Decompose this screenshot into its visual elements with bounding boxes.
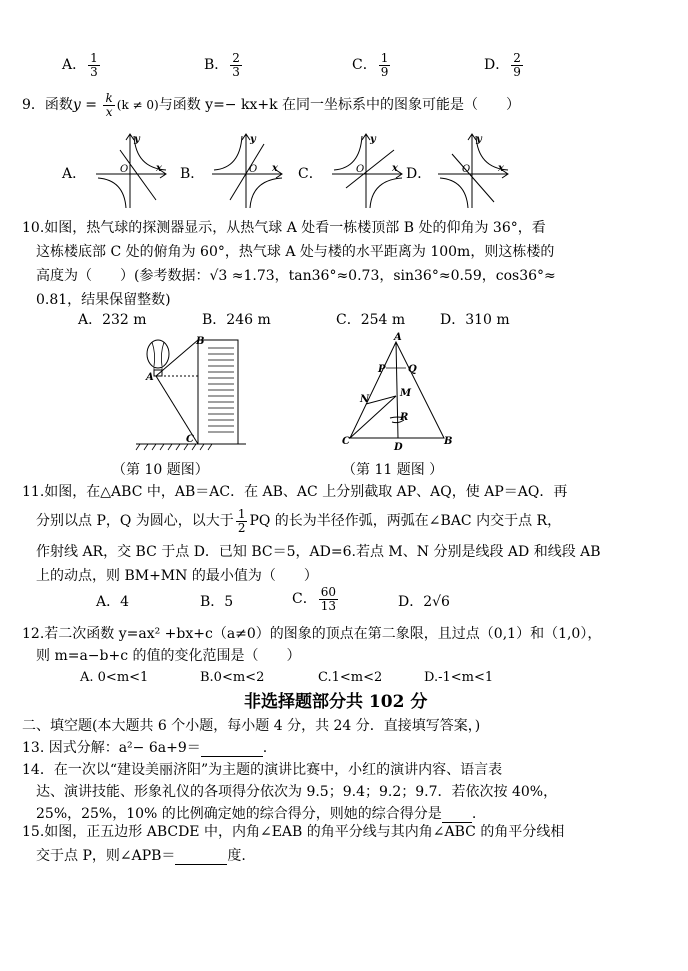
q11-line-2b: PQ 的长为半径作弧，两弧在∠BAC 内交于点 R， [249, 513, 562, 530]
q12-option-d: D.-1<m<1 [424, 670, 494, 685]
q8-option-b-fraction [230, 52, 242, 78]
q14-period: . [471, 806, 477, 822]
q11-line-2a: 分别以点 P，Q 为圆心，以大于 [36, 513, 234, 530]
q9-d-y: y [476, 134, 482, 145]
q8-option-d [484, 52, 525, 78]
q10-option-c: C．254 m [336, 312, 406, 328]
q10-option-b: B．246 m [202, 312, 271, 328]
q9-b-y: y [250, 134, 256, 145]
q9-func-eq: = [80, 97, 102, 114]
q9-c-o: O [356, 164, 365, 175]
q14-line-3 [36, 806, 476, 823]
q11-figure [338, 330, 456, 452]
q11-option-d-radical: √6 [432, 594, 450, 610]
q11-label-b: B [444, 436, 453, 447]
q8-option-c [352, 52, 392, 78]
q15-line-2 [36, 848, 246, 865]
q9-a-x: x [156, 163, 162, 174]
q11-option-c [292, 586, 340, 612]
q14-line-2: 达、演讲技能、形象礼仪的各项得分依次为 9.5；9.4；9.2；9.7．若依次按 40%， [36, 784, 558, 800]
q9-c-y: y [370, 134, 376, 145]
q11-label-r: R [400, 412, 409, 423]
q8-option-a [62, 52, 102, 78]
q13-text: 13. 因式分解：a²− 6a+9＝ [22, 740, 201, 756]
q8-option-a-label: A． [62, 57, 87, 74]
q8-c-den: 9 [380, 64, 389, 79]
q8-b-den: 3 [232, 64, 240, 79]
q8-a-num: 1 [90, 51, 98, 65]
q9-d-x: x [498, 163, 504, 174]
q15-line-1: 15.如图，正五边形 ABCDE 中，内角∠EAB 的角平分线与其内角∠ABC 的角平分线相 [22, 824, 565, 840]
q8-a-den: 3 [90, 64, 98, 79]
q9-b-x: x [272, 163, 278, 174]
q11-line-1: 11.如图，在△ABC 中，AB＝AC．在 AB、AC 上分别截取 AP、AQ，使 AP＝AQ．再 [22, 484, 568, 500]
q9-stem [22, 92, 520, 118]
q11-half-num: 1 [237, 507, 246, 521]
q10-line-3: 高度为（ ）(参考数据：√3 ≈1.73，tan36°≈0.73，sin36°≈0.59，cos36°≈ [36, 268, 556, 284]
q14-answer-blank[interactable] [442, 808, 472, 823]
q15-answer-blank[interactable] [175, 850, 227, 865]
q11-label-d: D [394, 442, 403, 453]
q10-fig-label-b: B [196, 336, 205, 347]
q11-line-3: 作射线 AR，交 BC 于点 D．已知 BC＝5，AD=6.若点 M、N 分别是线段 AD 和线段 AB [36, 544, 601, 560]
q9-suffix: 与函数 y=− kx+k 在同一坐标系中的图象可能是（ ） [158, 97, 521, 114]
q8-option-a-fraction [88, 52, 100, 78]
q8-option-c-fraction [379, 52, 391, 78]
q11-label-p: P [378, 364, 386, 375]
q9-func-cond: (k ≠ 0) [116, 98, 159, 113]
q9-a-y: y [134, 134, 140, 145]
q9-c-x: x [392, 163, 398, 174]
q12-option-a: A. 0<m<1 [80, 670, 149, 685]
q9-func-num: k [105, 91, 113, 105]
q9-graph-label-c: C． [298, 166, 323, 182]
q11-label-n: N [360, 394, 370, 405]
q8-option-b-label: B． [204, 57, 229, 74]
q9-graph-c [332, 130, 404, 210]
q11-option-c-fraction [319, 586, 338, 612]
section-title: 非选择题部分共 102 分 [244, 692, 428, 712]
q11-label-a: A [394, 332, 402, 343]
q9-graph-b [212, 130, 284, 210]
q11-line-2 [36, 508, 561, 534]
q15-line-2b: 度. [227, 848, 246, 864]
q15-line-2a: 交于点 P，则∠APB＝ [36, 848, 176, 864]
q14-line-1: 14．在一次以“建设美丽济阳”为主题的演讲比赛中，小红的演讲内容、语言表 [22, 762, 503, 778]
q9-d-o: O [462, 164, 471, 175]
q9-graph-label-b: B． [180, 166, 205, 182]
section-2-instructions: 二、填空题(本大题共 6 个小题，每小题 4 分，共 24 分．直接填写答案，) [22, 718, 481, 734]
q9-a-o: O [120, 164, 129, 175]
q11-option-c-label: C． [292, 591, 317, 608]
q10-caption: （第 10 题图） [112, 462, 209, 478]
q12-line-2: 则 m=a−b+c 的值的变化范围是（ ） [36, 648, 301, 664]
q11-label-c: C [342, 436, 350, 447]
q10-line-2: 这栋楼底部 C 处的俯角为 60°，热气球 A 处与楼的水平距离为 100m，则这栋楼的 [36, 244, 555, 260]
q8-option-c-label: C． [352, 57, 377, 74]
q11-label-m: M [400, 388, 412, 399]
q11-option-d-label: D．2 [398, 594, 433, 610]
q11-line-4: 上的动点，则 BM+MN 的最小值为（ ） [36, 568, 318, 584]
q11-option-b: B．5 [200, 594, 234, 610]
q8-d-num: 2 [513, 51, 521, 65]
q10-line-1: 10.如图，热气球的探测器显示，从热气球 A 处看一栋楼顶部 B 处的仰角为 36°，看 [22, 220, 546, 236]
q9-func-den: x [105, 104, 113, 119]
q10-fig-label-c: C [186, 434, 194, 445]
q9-prefix: 9．函数 [22, 97, 73, 114]
q11-label-q: Q [408, 364, 417, 375]
q9-graph-label-a: A． [62, 166, 87, 182]
q12-option-b: B.0<m<2 [200, 670, 265, 685]
q8-option-b [204, 52, 244, 78]
q14-line-3-text: 25%，25%，10% 的比例确定她的综合得分，则她的综合得分是 [36, 806, 442, 822]
q13-answer-blank[interactable] [201, 742, 263, 757]
q8-b-num: 2 [232, 51, 240, 65]
q8-c-num: 1 [380, 51, 389, 65]
q9-graph-label-d: D． [406, 166, 432, 182]
q10-fig-label-a: A [146, 372, 154, 383]
q13 [22, 740, 267, 757]
q11-half-fraction [236, 508, 248, 534]
q8-option-d-fraction [511, 52, 523, 78]
q10-line-4: 0.81，结果保留整数) [36, 292, 171, 308]
q10-figure [130, 334, 250, 452]
q12-option-c: C.1<m<2 [318, 670, 383, 685]
q11-c-num: 60 [320, 585, 336, 599]
q9-func-fraction [103, 92, 114, 118]
q9-func-y: y [72, 97, 81, 114]
q12-line-1: 12.若二次函数 y=ax² +bx+c（a≠0）的图象的顶点在第二象限，且过点（0,1）和（1,0）， [22, 626, 602, 642]
q13-period: . [262, 740, 268, 756]
q10-option-d: D．310 m [440, 312, 510, 328]
q11-option-a: A．4 [96, 594, 130, 610]
q11-half-den: 2 [237, 520, 246, 535]
q10-option-a: A．232 m [78, 312, 147, 328]
q11-caption: （第 11 题图 ） [342, 462, 444, 478]
q9-b-o: O [249, 164, 258, 175]
q9-graph-d [438, 130, 510, 210]
q8-d-den: 9 [513, 64, 521, 79]
q11-option-d [398, 594, 450, 611]
q8-option-d-label: D． [484, 57, 510, 74]
q11-c-den: 13 [320, 598, 336, 613]
q9-graph-a [96, 130, 168, 210]
